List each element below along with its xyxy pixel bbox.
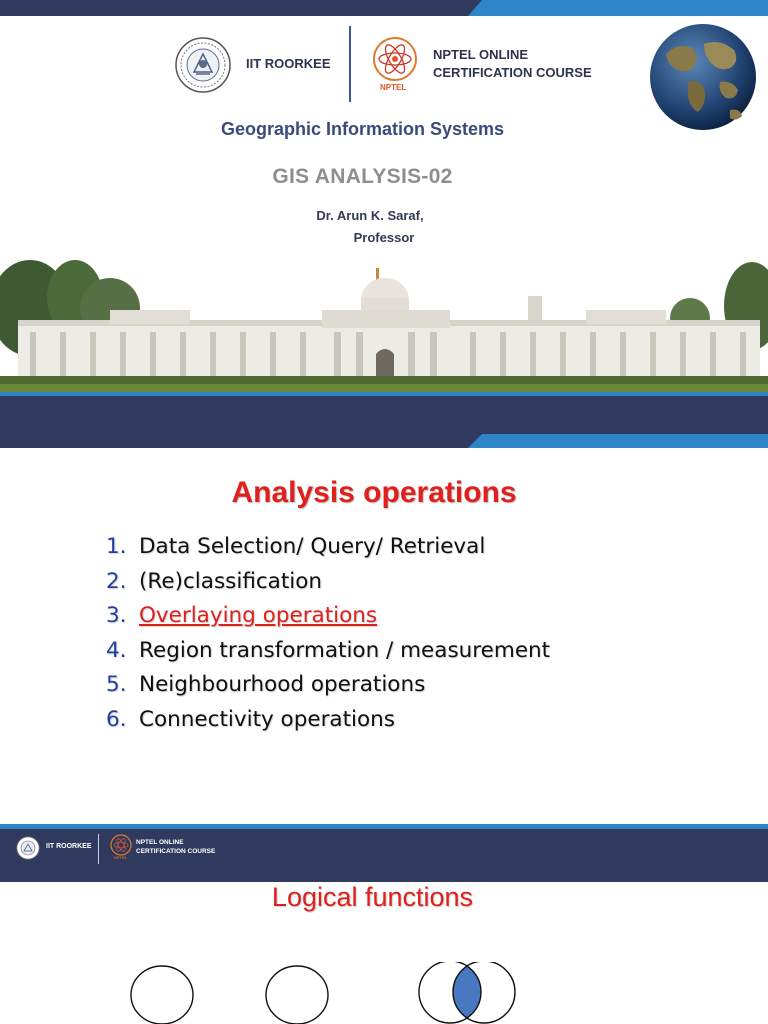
nptel-course-line-2: CERTIFICATION COURSE <box>433 65 592 80</box>
operations-list <box>106 534 550 741</box>
venn-single-circle-2 <box>266 966 328 1024</box>
list-item <box>106 672 550 707</box>
nptel-logo-icon <box>110 834 132 856</box>
list-number: 3. <box>106 603 127 628</box>
iit-roorkee-logo-icon <box>16 836 40 860</box>
logical-functions-slide <box>0 824 768 1024</box>
list-number: 4. <box>106 637 127 663</box>
list-item <box>106 707 550 742</box>
bottom-banner-accent <box>468 434 768 448</box>
nptel-logo-icon <box>372 36 418 82</box>
list-number: 1. <box>106 534 127 559</box>
venn-single-circle-1 <box>131 966 193 1024</box>
list-text: (Re)classification <box>139 568 323 594</box>
author-role: Professor <box>353 230 415 245</box>
list-number: 5. <box>106 672 127 697</box>
list-text: Data Selection/ Query/ Retrieval <box>139 534 486 559</box>
title-slide <box>0 0 768 448</box>
slide-heading: Analysis operations <box>231 476 517 509</box>
top-banner-accent <box>468 0 768 16</box>
analysis-operations-slide <box>0 448 768 824</box>
slide-heading: Logical functions <box>271 882 474 912</box>
course-title: Geographic Information Systems <box>220 119 505 139</box>
nptel-logo-text: NPTEL <box>114 855 128 860</box>
lecture-title: GIS ANALYSIS-02 <box>272 165 453 188</box>
list-text: Connectivity operations <box>139 706 395 732</box>
list-item <box>106 638 550 673</box>
nptel-logo-text: NPTEL <box>380 83 407 92</box>
nptel-course-line-2: CERTIFICATION COURSE <box>136 848 216 855</box>
slide-header-line <box>0 824 768 829</box>
list-number: 2. <box>106 568 127 594</box>
institute-name: IIT ROORKEE <box>246 56 331 71</box>
globe-icon <box>648 22 758 132</box>
nptel-course-line-1: NPTEL ONLINE <box>136 839 184 846</box>
list-text: Region transformation / measurement <box>139 637 551 663</box>
nptel-course-line-1: NPTEL ONLINE <box>433 47 529 62</box>
list-item <box>106 569 550 604</box>
iit-roorkee-logo-icon <box>174 36 232 94</box>
header-divider <box>349 26 351 102</box>
campus-building-image <box>0 248 768 396</box>
list-item <box>106 603 550 638</box>
institute-name: IIT ROORKEE <box>46 843 92 850</box>
author-name: Dr. Arun K. Saraf, <box>316 208 424 223</box>
header-divider <box>98 834 99 864</box>
bottom-banner-line <box>0 392 768 396</box>
list-text: Neighbourhood operations <box>139 672 426 697</box>
list-item <box>106 534 550 569</box>
venn-diagrams <box>0 962 768 1024</box>
list-number: 6. <box>106 706 127 732</box>
list-text-highlighted: Overlaying operations <box>139 603 378 628</box>
